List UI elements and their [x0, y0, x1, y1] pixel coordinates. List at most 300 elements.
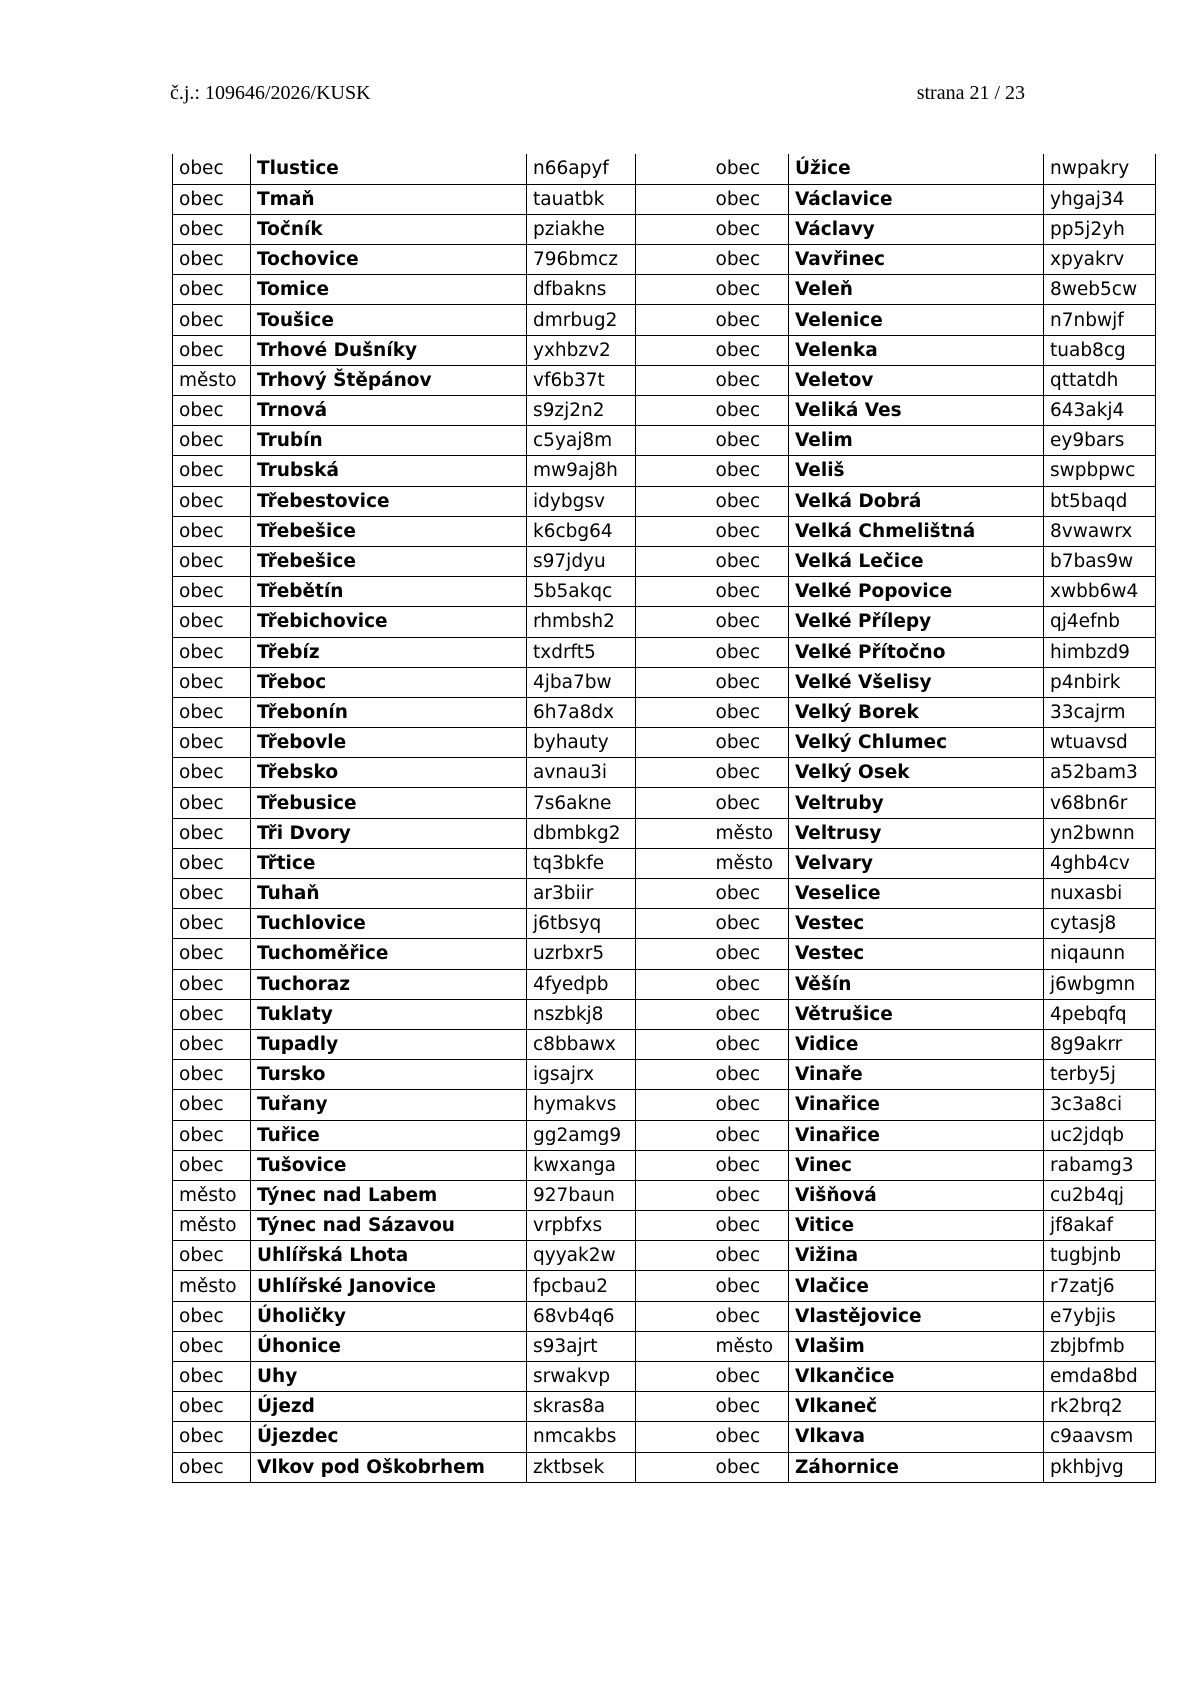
left-name-cell: Trhový Štěpánov: [251, 365, 527, 395]
left-name-cell: Týnec nad Labem: [251, 1180, 527, 1210]
table-row: [173, 637, 1156, 667]
right-name-cell: Vinařice: [789, 1120, 1044, 1150]
left-code-cell: 796bmcz: [527, 245, 636, 275]
left-type-cell: obec: [173, 516, 251, 546]
left-type-cell: obec: [173, 1301, 251, 1331]
right-type-cell: obec: [715, 400, 761, 422]
right-type-cell: obec: [715, 1154, 761, 1176]
right-code-cell: 4ghb4cv: [1044, 848, 1156, 878]
right-type-cell: obec: [715, 1245, 761, 1267]
left-code-cell: gg2amg9: [527, 1120, 636, 1150]
left-type-cell: obec: [173, 848, 251, 878]
right-type-cell: obec: [715, 460, 761, 482]
right-code-cell: nwpakry: [1044, 154, 1156, 184]
table-row: [173, 848, 1156, 878]
table-row: [173, 607, 1156, 637]
left-type-cell: obec: [173, 728, 251, 758]
right-code-cell: 643akj4: [1044, 396, 1156, 426]
table-row: [173, 1271, 1156, 1301]
right-type-cell: obec: [715, 430, 761, 452]
column-gap: [636, 184, 716, 214]
right-code-cell: tuab8cg: [1044, 335, 1156, 365]
table-row: [173, 456, 1156, 486]
column-gap: [636, 1271, 716, 1301]
column-gap: [636, 1331, 716, 1361]
right-name-cell: Vlkančice: [789, 1362, 1044, 1392]
table-row: [173, 879, 1156, 909]
left-name-cell: Třeboc: [251, 667, 527, 697]
left-code-cell: kwxanga: [527, 1150, 636, 1180]
left-name-cell: Třebešice: [251, 516, 527, 546]
left-type-cell: obec: [173, 1422, 251, 1452]
left-type-cell: obec: [173, 245, 251, 275]
table-row: [173, 305, 1156, 335]
left-type-cell: obec: [173, 1120, 251, 1150]
column-gap: [636, 335, 716, 365]
right-type-cell: obec: [715, 1366, 761, 1388]
municipality-table-body: [173, 154, 1156, 1482]
right-name-cell: Velký Borek: [789, 697, 1044, 727]
left-code-cell: n66apyf: [527, 154, 636, 184]
left-code-cell: yxhbzv2: [527, 335, 636, 365]
right-code-cell: c9aavsm: [1044, 1422, 1156, 1452]
column-gap: [636, 1060, 716, 1090]
left-type-cell: obec: [173, 999, 251, 1029]
right-name-cell: Veltrusy: [789, 818, 1044, 848]
right-type-cell: obec: [715, 943, 761, 965]
right-code-cell: n7nbwjf: [1044, 305, 1156, 335]
right-type-cell: obec: [715, 913, 761, 935]
right-code-cell: 4pebqfq: [1044, 999, 1156, 1029]
right-name-cell: Vavřinec: [789, 245, 1044, 275]
right-type-cell: obec: [715, 309, 761, 331]
right-type-cell: obec: [715, 792, 761, 814]
left-name-cell: Trhové Dušníky: [251, 335, 527, 365]
right-name-cell: Veleň: [789, 275, 1044, 305]
table-row: [173, 697, 1156, 727]
right-type-cell: obec: [715, 279, 761, 301]
column-gap: [636, 1180, 716, 1210]
left-type-cell: obec: [173, 969, 251, 999]
right-type-cell: obec: [715, 339, 761, 361]
left-name-cell: Tuchlovice: [251, 909, 527, 939]
left-name-cell: Tušovice: [251, 1150, 527, 1180]
table-row: [173, 1362, 1156, 1392]
left-name-cell: Třebonín: [251, 697, 527, 727]
left-type-cell: obec: [173, 577, 251, 607]
table-row: [173, 909, 1156, 939]
table-row: [173, 1392, 1156, 1422]
right-name-cell: Velká Dobrá: [789, 486, 1044, 516]
right-type-cell: obec: [715, 490, 761, 512]
right-type-cell: obec: [715, 188, 761, 210]
left-code-cell: s97jdyu: [527, 546, 636, 576]
right-code-cell: xpyakrv: [1044, 245, 1156, 275]
table-row: [173, 728, 1156, 758]
left-code-cell: dfbakns: [527, 275, 636, 305]
right-type-cell: obec: [715, 1396, 761, 1418]
right-code-cell: p4nbirk: [1044, 667, 1156, 697]
right-code-cell: 8g9akrr: [1044, 1029, 1156, 1059]
right-name-cell: Velvary: [789, 848, 1044, 878]
left-code-cell: s9zj2n2: [527, 396, 636, 426]
column-gap: [636, 516, 716, 546]
right-type-cell: obec: [715, 1426, 761, 1448]
column-gap: [636, 245, 716, 275]
right-code-cell: j6wbgmn: [1044, 969, 1156, 999]
table-row: [173, 939, 1156, 969]
left-type-cell: obec: [173, 1241, 251, 1271]
right-code-cell: b7bas9w: [1044, 546, 1156, 576]
left-name-cell: Třtice: [251, 848, 527, 878]
right-code-cell: tugbjnb: [1044, 1241, 1156, 1271]
right-name-cell: Velké Všelisy: [789, 667, 1044, 697]
left-code-cell: zktbsek: [527, 1452, 636, 1482]
right-type-cell: obec: [715, 551, 761, 573]
left-name-cell: Třebíz: [251, 637, 527, 667]
table-row: [173, 154, 1156, 184]
right-type-cell: obec: [715, 218, 761, 240]
left-code-cell: skras8a: [527, 1392, 636, 1422]
left-code-cell: 927baun: [527, 1180, 636, 1210]
left-code-cell: fpcbau2: [527, 1271, 636, 1301]
right-code-cell: r7zatj6: [1044, 1271, 1156, 1301]
table-row: [173, 546, 1156, 576]
table-row: [173, 1029, 1156, 1059]
right-name-cell: Vidice: [789, 1029, 1044, 1059]
column-gap: [636, 577, 716, 607]
column-gap: [636, 305, 716, 335]
right-type-cell: město: [715, 1335, 774, 1357]
right-code-cell: xwbb6w4: [1044, 577, 1156, 607]
right-code-cell: e7ybjis: [1044, 1301, 1156, 1331]
left-name-cell: Trubín: [251, 426, 527, 456]
left-code-cell: 7s6akne: [527, 788, 636, 818]
left-type-cell: obec: [173, 939, 251, 969]
left-type-cell: obec: [173, 1090, 251, 1120]
right-code-cell: bt5baqd: [1044, 486, 1156, 516]
column-gap: [636, 1362, 716, 1392]
left-name-cell: Tuchoměřice: [251, 939, 527, 969]
right-name-cell: Velim: [789, 426, 1044, 456]
left-name-cell: Tochovice: [251, 245, 527, 275]
left-code-cell: 4jba7bw: [527, 667, 636, 697]
column-gap: [636, 486, 716, 516]
right-code-cell: 33cajrm: [1044, 697, 1156, 727]
left-name-cell: Tuklaty: [251, 999, 527, 1029]
column-gap: [636, 546, 716, 576]
right-code-cell: a52bam3: [1044, 758, 1156, 788]
left-name-cell: Tuřany: [251, 1090, 527, 1120]
left-type-cell: obec: [173, 758, 251, 788]
left-type-cell: obec: [173, 637, 251, 667]
table-row: [173, 788, 1156, 818]
left-type-cell: obec: [173, 1452, 251, 1482]
left-code-cell: tauatbk: [527, 184, 636, 214]
left-type-cell: obec: [173, 486, 251, 516]
table-row: [173, 1211, 1156, 1241]
column-gap: [636, 879, 716, 909]
table-row: [173, 1180, 1156, 1210]
right-code-cell: uc2jdqb: [1044, 1120, 1156, 1150]
left-code-cell: s93ajrt: [527, 1331, 636, 1361]
left-name-cell: Točník: [251, 214, 527, 244]
left-code-cell: 5b5akqc: [527, 577, 636, 607]
right-code-cell: wtuavsd: [1044, 728, 1156, 758]
table-row: [173, 214, 1156, 244]
right-code-cell: nuxasbi: [1044, 879, 1156, 909]
right-type-cell: obec: [715, 249, 761, 271]
right-type-cell: obec: [715, 883, 761, 905]
left-type-cell: obec: [173, 275, 251, 305]
left-code-cell: 68vb4q6: [527, 1301, 636, 1331]
left-code-cell: srwakvp: [527, 1362, 636, 1392]
right-type-cell: obec: [715, 732, 761, 754]
left-name-cell: Třebešice: [251, 546, 527, 576]
right-name-cell: Vinařice: [789, 1090, 1044, 1120]
column-gap: [636, 637, 716, 667]
column-gap: [636, 1029, 716, 1059]
municipality-table-container: [172, 154, 1156, 1483]
left-name-cell: Tomice: [251, 275, 527, 305]
document-reference: č.j.: 109646/2026/KUSK: [170, 82, 371, 104]
left-code-cell: mw9aj8h: [527, 456, 636, 486]
left-code-cell: txdrft5: [527, 637, 636, 667]
right-code-cell: pkhbjvg: [1044, 1452, 1156, 1482]
left-type-cell: město: [173, 1271, 251, 1301]
right-name-cell: Višňová: [789, 1180, 1044, 1210]
table-row: [173, 1241, 1156, 1271]
left-code-cell: vf6b37t: [527, 365, 636, 395]
right-type-cell: obec: [715, 1094, 761, 1116]
left-name-cell: Tmaň: [251, 184, 527, 214]
right-code-cell: emda8bd: [1044, 1362, 1156, 1392]
right-code-cell: terby5j: [1044, 1060, 1156, 1090]
right-code-cell: ey9bars: [1044, 426, 1156, 456]
left-name-cell: Úhonice: [251, 1331, 527, 1361]
right-type-cell: obec: [715, 973, 761, 995]
left-name-cell: Vlkov pod Oškobrhem: [251, 1452, 527, 1482]
left-type-cell: obec: [173, 335, 251, 365]
left-code-cell: ar3biir: [527, 879, 636, 909]
right-name-cell: Vlačice: [789, 1271, 1044, 1301]
table-row: [173, 758, 1156, 788]
right-name-cell: Vitice: [789, 1211, 1044, 1241]
right-type-cell: obec: [715, 1456, 761, 1478]
right-type-cell: obec: [715, 671, 761, 693]
right-name-cell: Vižina: [789, 1241, 1044, 1271]
right-type-cell: obec: [715, 1215, 761, 1237]
right-name-cell: Velké Přílepy: [789, 607, 1044, 637]
left-name-cell: Trnová: [251, 396, 527, 426]
table-row: [173, 999, 1156, 1029]
left-name-cell: Třebsko: [251, 758, 527, 788]
right-code-cell: rk2brq2: [1044, 1392, 1156, 1422]
left-name-cell: Uhy: [251, 1362, 527, 1392]
right-type-cell: město: [715, 852, 774, 874]
right-name-cell: Vlašim: [789, 1331, 1044, 1361]
table-row: [173, 1120, 1156, 1150]
left-code-cell: rhmbsh2: [527, 607, 636, 637]
table-row: [173, 396, 1156, 426]
right-code-cell: jf8akaf: [1044, 1211, 1156, 1241]
column-gap: [636, 1301, 716, 1331]
right-type-cell: obec: [715, 641, 761, 663]
right-name-cell: Václavice: [789, 184, 1044, 214]
right-name-cell: Věšín: [789, 969, 1044, 999]
column-gap: [636, 1150, 716, 1180]
left-type-cell: obec: [173, 1029, 251, 1059]
left-code-cell: 6h7a8dx: [527, 697, 636, 727]
table-row: [173, 365, 1156, 395]
page-number: strana 21 / 23: [916, 82, 1025, 104]
left-code-cell: nmcakbs: [527, 1422, 636, 1452]
right-type-cell: obec: [715, 369, 761, 391]
left-name-cell: Tuchoraz: [251, 969, 527, 999]
table-row: [173, 667, 1156, 697]
column-gap: [636, 456, 716, 486]
column-gap: [636, 607, 716, 637]
right-code-cell: niqaunn: [1044, 939, 1156, 969]
table-row: [173, 245, 1156, 275]
left-code-cell: k6cbg64: [527, 516, 636, 546]
left-code-cell: j6tbsyq: [527, 909, 636, 939]
left-name-cell: Třebusice: [251, 788, 527, 818]
column-gap: [636, 1241, 716, 1271]
right-name-cell: Veletov: [789, 365, 1044, 395]
right-name-cell: Velenka: [789, 335, 1044, 365]
left-name-cell: Uhlířská Lhota: [251, 1241, 527, 1271]
right-name-cell: Vestec: [789, 909, 1044, 939]
column-gap: [636, 365, 716, 395]
left-type-cell: obec: [173, 426, 251, 456]
right-name-cell: Velký Chlumec: [789, 728, 1044, 758]
left-name-cell: Tlustice: [251, 154, 527, 184]
right-name-cell: Velký Osek: [789, 758, 1044, 788]
right-name-cell: Záhornice: [789, 1452, 1044, 1482]
table-row: [173, 1301, 1156, 1331]
right-name-cell: Vinec: [789, 1150, 1044, 1180]
left-type-cell: obec: [173, 879, 251, 909]
right-name-cell: Velká Lečice: [789, 546, 1044, 576]
left-code-cell: uzrbxr5: [527, 939, 636, 969]
right-name-cell: Větrušice: [789, 999, 1044, 1029]
left-type-cell: obec: [173, 1331, 251, 1361]
left-type-cell: obec: [173, 456, 251, 486]
right-code-cell: qttatdh: [1044, 365, 1156, 395]
right-type-cell: obec: [715, 520, 761, 542]
table-row: [173, 184, 1156, 214]
left-code-cell: avnau3i: [527, 758, 636, 788]
left-code-cell: qyyak2w: [527, 1241, 636, 1271]
column-gap: [636, 214, 716, 244]
right-type-cell: obec: [715, 158, 761, 180]
right-code-cell: himbzd9: [1044, 637, 1156, 667]
column-gap: [636, 1120, 716, 1150]
left-name-cell: Tupadly: [251, 1029, 527, 1059]
left-type-cell: město: [173, 365, 251, 395]
left-code-cell: pziakhe: [527, 214, 636, 244]
right-type-cell: obec: [715, 1034, 761, 1056]
right-name-cell: Vlkava: [789, 1422, 1044, 1452]
left-name-cell: Třebichovice: [251, 607, 527, 637]
left-type-cell: obec: [173, 1362, 251, 1392]
right-name-cell: Úžice: [789, 154, 1044, 184]
table-row: [173, 426, 1156, 456]
right-code-cell: qj4efnb: [1044, 607, 1156, 637]
column-gap: [636, 426, 716, 456]
right-code-cell: yhgaj34: [1044, 184, 1156, 214]
left-type-cell: obec: [173, 305, 251, 335]
right-code-cell: rabamg3: [1044, 1150, 1156, 1180]
right-name-cell: Velké Přítočno: [789, 637, 1044, 667]
left-type-cell: obec: [173, 909, 251, 939]
left-name-cell: Úholičky: [251, 1301, 527, 1331]
left-code-cell: 4fyedpb: [527, 969, 636, 999]
right-name-cell: Velká Chmelištná: [789, 516, 1044, 546]
table-row: [173, 516, 1156, 546]
left-name-cell: Třebětín: [251, 577, 527, 607]
column-gap: [636, 999, 716, 1029]
right-type-cell: obec: [715, 701, 761, 723]
right-type-cell: obec: [715, 611, 761, 633]
left-code-cell: hymakvs: [527, 1090, 636, 1120]
left-type-cell: obec: [173, 607, 251, 637]
left-type-cell: obec: [173, 1150, 251, 1180]
left-type-cell: obec: [173, 1392, 251, 1422]
left-name-cell: Toušice: [251, 305, 527, 335]
column-gap: [636, 667, 716, 697]
right-name-cell: Veltruby: [789, 788, 1044, 818]
left-type-cell: obec: [173, 546, 251, 576]
left-code-cell: dbmbkg2: [527, 818, 636, 848]
right-type-cell: obec: [715, 1064, 761, 1086]
right-name-cell: Veliš: [789, 456, 1044, 486]
right-name-cell: Vinaře: [789, 1060, 1044, 1090]
column-gap: [636, 969, 716, 999]
column-gap: [636, 728, 716, 758]
left-code-cell: byhauty: [527, 728, 636, 758]
column-gap: [636, 818, 716, 848]
column-gap: [636, 1422, 716, 1452]
right-name-cell: Vlastějovice: [789, 1301, 1044, 1331]
right-code-cell: swpbpwc: [1044, 456, 1156, 486]
left-type-cell: obec: [173, 697, 251, 727]
table-row: [173, 1090, 1156, 1120]
left-type-cell: obec: [173, 788, 251, 818]
right-code-cell: 8vwawrx: [1044, 516, 1156, 546]
right-type-cell: obec: [715, 581, 761, 603]
column-gap: [636, 848, 716, 878]
left-type-cell: obec: [173, 1060, 251, 1090]
right-name-cell: Veliká Ves: [789, 396, 1044, 426]
right-type-cell: obec: [715, 1124, 761, 1146]
column-gap: [636, 758, 716, 788]
left-type-cell: obec: [173, 154, 251, 184]
table-row: [173, 335, 1156, 365]
right-name-cell: Veselice: [789, 879, 1044, 909]
column-gap: [636, 939, 716, 969]
left-type-cell: obec: [173, 396, 251, 426]
right-code-cell: cu2b4qj: [1044, 1180, 1156, 1210]
left-code-cell: idybgsv: [527, 486, 636, 516]
table-row: [173, 1452, 1156, 1482]
left-name-cell: Uhlířské Janovice: [251, 1271, 527, 1301]
left-name-cell: Třebovle: [251, 728, 527, 758]
column-gap: [636, 396, 716, 426]
table-row: [173, 1150, 1156, 1180]
table-row: [173, 1422, 1156, 1452]
